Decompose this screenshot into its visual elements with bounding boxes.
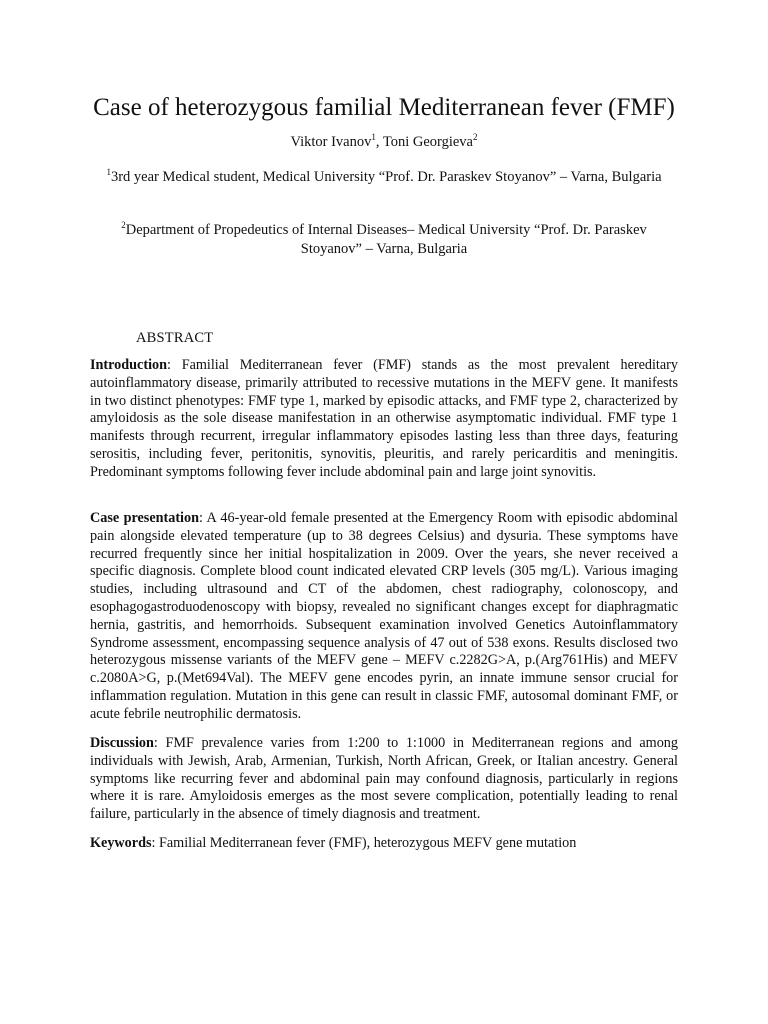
abstract-heading: ABSTRACT: [136, 330, 214, 346]
section-label: Introduction: [90, 357, 167, 373]
section-text: : A 46-year-old female presented at the Emergency Room with episodic abdominal pain alongside elevated temperature (up to 38 degrees Celsius) and dysuria. These symptoms have recurred frequently since her initial hospitalization in 2009. Over the years, she never received a specific diagnosis. Complete blood count indicated elevated CRP levels (305 mg/L). Various imaging studies, including ultrasound and CT of the abdomen, chest radiography, colonoscopy, and esophagogastroduodenoscopy with biopsy, revealed no significant changes except for diaphragmatic hernia, gastritis, and hemorrhoids. Subsequent examination involved Genetics Autoinflammatory Syndrome assessment, encompassing sequence analysis of 47 out of 538 exons. Results disclosed two heterozygous missense variants of the MEFV gene – MEFV c.2282G>A, p.(Arg761His) and MEFV c.2080A>G, p.(Met694Val). The MEFV gene encodes pyrin, an innate immune sensor crucial for inflammation regulation. Mutation in this gene can result in classic FMF, autosomal dominant FMF, or acute febrile neutrophilic dermatosis.: [90, 510, 678, 722]
author-name: Toni Georgieva: [382, 134, 473, 150]
section-label: Keywords: [90, 835, 152, 851]
author-affiliation-marker: 1: [371, 132, 376, 143]
section-text: : FMF prevalence varies from 1:200 to 1:1000 in Mediterranean regions and among individuals with Jewish, Arab, Armenian, Turkish, North African, Greek, or Italian ancestry. General symptoms like recurring fever and abdominal pain may confound diagnosis, particularly in regions where it is rare. Amyloidosis emerges as the most severe complication, potentially leading to renal failure, particularly in the absence of timely diagnosis and treatment.: [90, 735, 678, 823]
author-name: Viktor Ivanov: [290, 134, 372, 150]
affiliation-1: [100, 163, 668, 192]
affiliation-marker: 1: [106, 167, 111, 178]
affiliation-2: [90, 221, 678, 259]
section-label: Case presentation: [90, 510, 199, 526]
introduction-paragraph: [90, 357, 678, 482]
author-affiliation-marker: 2: [473, 132, 478, 143]
section-text: : Familial Mediterranean fever (FMF), heterozygous MEFV gene mutation: [151, 835, 577, 851]
author-separator: ,: [375, 134, 383, 150]
affiliation-text: Department of Propedeutics of Internal Diseases– Medical University “Prof. Dr. Paraskev Stoyanov” – Varna, Bulgaria: [125, 222, 647, 257]
author-line: [60, 132, 708, 152]
discussion-paragraph: [90, 735, 678, 824]
keywords-paragraph: [90, 835, 678, 853]
affiliation-marker: 2: [121, 220, 126, 231]
section-label: Discussion: [90, 735, 154, 751]
paper-title: Case of heterozygous familial Mediterranean fever (FMF): [93, 94, 675, 121]
affiliation-text: 3rd year Medical student, Medical University “Prof. Dr. Paraskev Stoyanov” – Varna, Bulgaria: [110, 169, 662, 185]
case-presentation-paragraph: [90, 510, 678, 724]
section-text: : Familial Mediterranean fever (FMF) stands as the most prevalent hereditary autoinflammatory disease, primarily attributed to recessive mutations in the MEFV gene. It manifests in two distinct phenotypes: FMF type 1, marked by episodic attacks, and FMF type 2, characterized by amyloidosis as the sole disease manifestation in an otherwise asymptomatic individual. FMF type 1 manifests through recurrent, irregular inflammatory episodes lasting less than three days, featuring serositis, including fever, peritonitis, synovitis, pleuritis, and rarely pericarditis and meningitis. Predominant symptoms following fever include abdominal pain and large joint synovitis.: [90, 357, 678, 480]
